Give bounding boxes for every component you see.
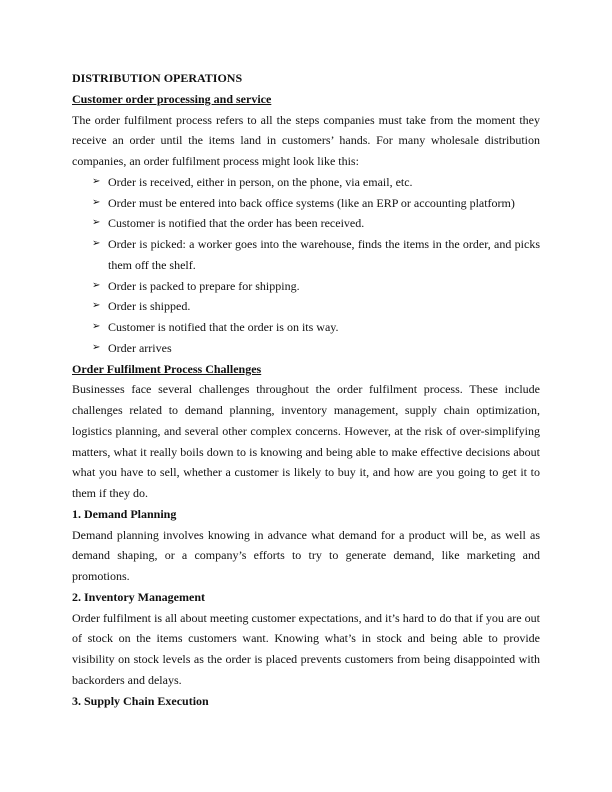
list-item-text: Customer is notified that the order has been received. (108, 216, 365, 231)
arrow-bullet-icon: ➢ (92, 196, 101, 208)
inventory-management-paragraph: Order fulfilment is all about meeting customer expectations, and it’s hard to do that if you are out of stock on the items customers want. Knowing what’s in stock and being able to provide visibility on stock levels as the order is placed prevents customers from being disappointed with backorders and delays. (72, 610, 540, 687)
subsection-heading-demand-planning: 1. Demand Planning (72, 506, 177, 521)
list-item (92, 317, 540, 338)
arrow-bullet-icon: ➢ (92, 279, 101, 291)
list-item-text: Order is shipped. (108, 299, 191, 314)
arrow-bullet-icon: ➢ (92, 300, 101, 312)
arrow-bullet-icon: ➢ (92, 341, 101, 353)
list-item (92, 172, 540, 193)
list-item-text: Order arrives (108, 340, 172, 355)
list-item-text: Customer is notified that the order is on its way. (108, 320, 339, 334)
list-item (92, 213, 540, 234)
fulfilment-steps-list (72, 172, 540, 359)
section-heading-challenges: Order Fulfilment Process Challenges (72, 361, 262, 376)
document-page (72, 68, 540, 711)
list-item (92, 338, 540, 359)
list-item (92, 193, 540, 214)
subsection-heading-supply-chain-execution: 3. Supply Chain Execution (72, 693, 209, 708)
arrow-bullet-icon: ➢ (92, 217, 101, 229)
section-intro-paragraph: The order fulfilment process refers to all the steps companies must take from the moment they receive an order until the items land in customers’ hands. For many wholesale distribution companies, an order fulfilment process might look like this: (72, 112, 540, 168)
demand-planning-paragraph: Demand planning involves knowing in advance what demand for a product will be, as well as demand shaping, or a company’s efforts to try to generate demand, like marketing and promotions. (72, 527, 540, 583)
list-item (92, 276, 540, 297)
list-item (92, 296, 540, 317)
arrow-bullet-icon: ➢ (92, 321, 101, 332)
list-item-text: Order is received, either in person, on the phone, via email, etc. (108, 174, 413, 189)
document-title: DISTRIBUTION OPERATIONS (72, 71, 243, 85)
arrow-bullet-icon: ➢ (92, 238, 101, 249)
challenges-paragraph: Businesses face several challenges throughout the order fulfilment process. These include challenges related to demand planning, inventory management, supply chain optimization, logistics planning, and several other complex concerns. However, at the risk of over-simplifying matters, what it really boils down to is knowing and being able to make effective decisions about what you have to sell, whether a customer is likely to buy it, and how are you going to get it to them if they do. (72, 382, 540, 500)
section-heading-customer-order: Customer order processing and service (72, 91, 272, 106)
arrow-bullet-icon: ➢ (92, 175, 101, 187)
list-item-text: Order is packed to prepare for shipping. (108, 278, 300, 293)
list-item-text: Order must be entered into back office systems (like an ERP or accounting platform) (108, 195, 515, 210)
list-item (92, 234, 540, 276)
subsection-heading-inventory-management: 2. Inventory Management (72, 589, 205, 604)
list-item-text: Order is picked: a worker goes into the warehouse, finds the items in the order, and picks them off the shelf. (108, 237, 540, 272)
